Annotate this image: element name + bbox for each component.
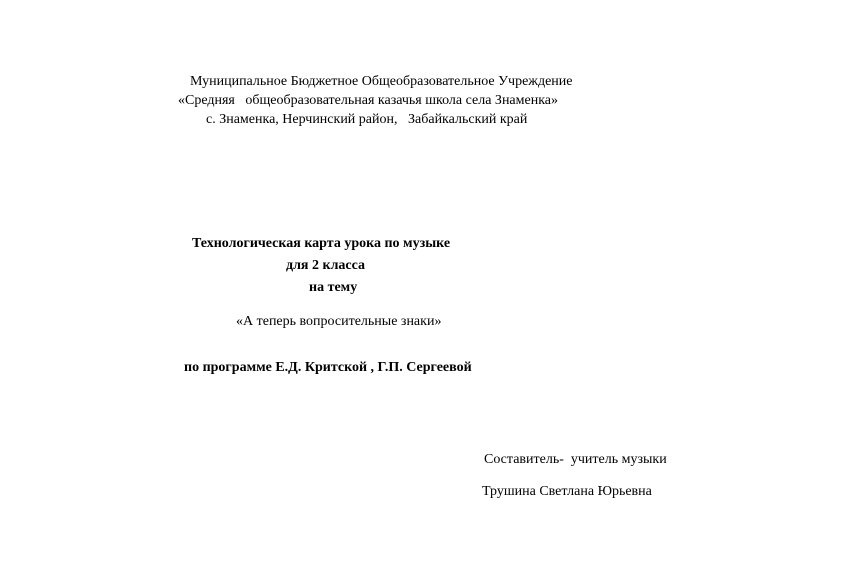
- school-address: с. Знаменка, Нерчинский район, Забайкальский край: [206, 112, 528, 127]
- school-name-line-2: «Средняя общеобразовательная казачья школа села Знаменка»: [178, 93, 559, 108]
- document-title-topic-label: на тему: [309, 280, 358, 295]
- document-title: Технологическая карта урока по музыке: [192, 236, 451, 251]
- program-line: по программе Е.Д. Критской , Г.П. Сергеевой: [184, 360, 472, 375]
- author-name: Трушина Светлана Юрьевна: [482, 484, 652, 499]
- lesson-topic: «А теперь вопросительные знаки»: [236, 314, 442, 329]
- author-role: Составитель- учитель музыки: [484, 452, 667, 467]
- document-title-grade: для 2 класса: [286, 258, 366, 273]
- school-name-line-1: Муниципальное Бюджетное Общеобразовательное Учреждение: [190, 74, 573, 89]
